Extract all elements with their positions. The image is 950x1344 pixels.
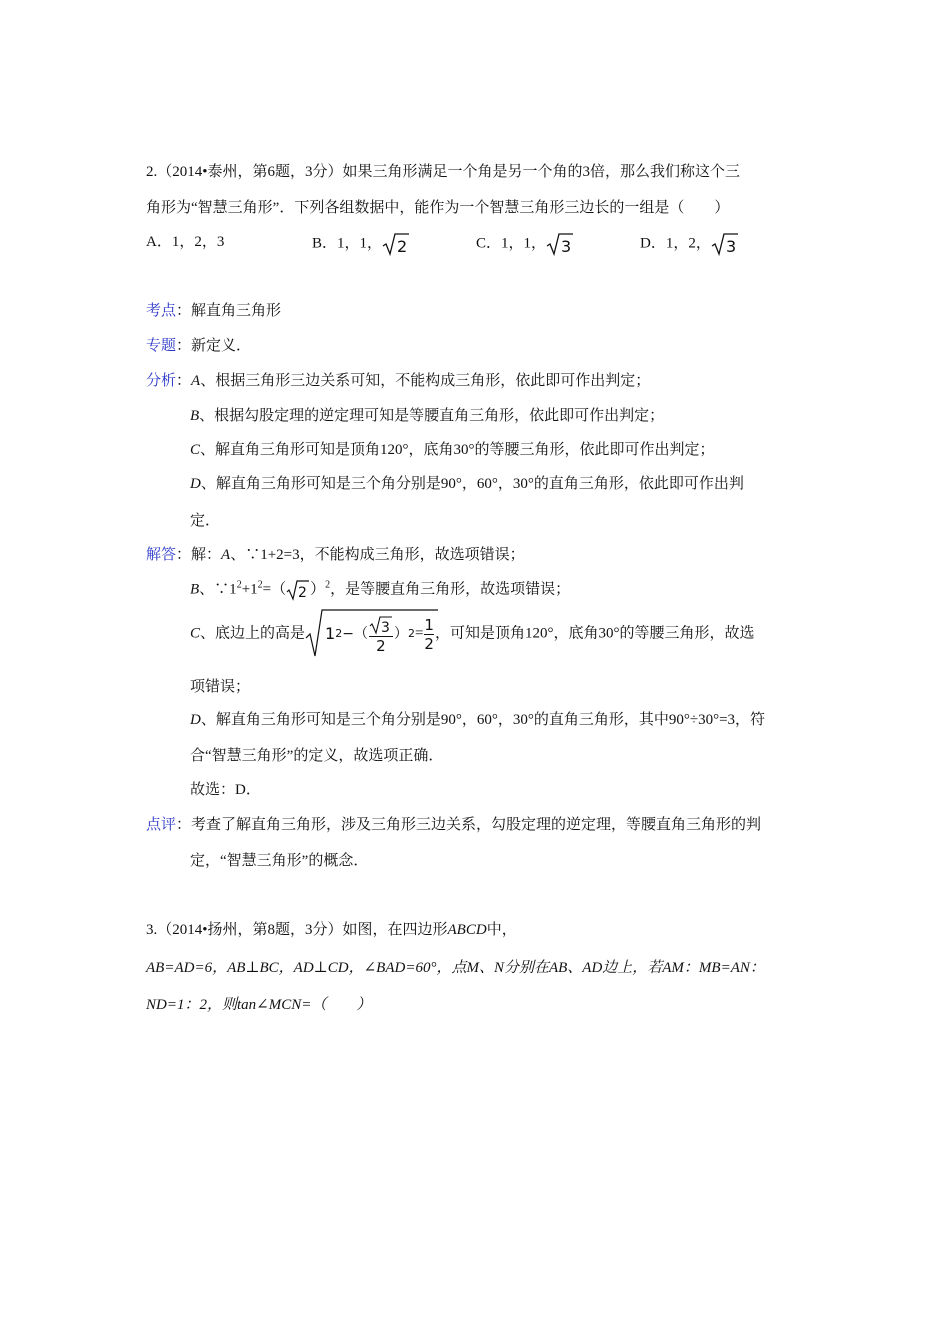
dianping-line2: 定，“智慧三角形”的概念． [190,853,369,869]
q2-stem-line2: 角形为“智慧三角形”．下列各组数据中，能作为一个智慧三角形三边长的一组是（ ） [146,200,730,216]
fenxi-line-a: 分析：A、根据三角形三边关系可知，不能构成三角形，依此即可作出判定； [146,373,651,389]
text: 、解直角三角形可知是三个角分别是90°，60°，30°的直角三角形，其中90°÷30°=3，符 [200,712,766,728]
fenxi-line-d2: 定． [190,513,221,529]
zhuanti-text: ：新定义． [176,338,252,354]
dianping-label: 点评 [146,817,177,833]
letter-d: D [190,712,201,728]
minus-paren: −（ [342,626,368,642]
q2-option-a: A．1，2，3 [146,234,225,250]
q2-option-c [476,232,574,256]
letter-b: B [190,581,200,598]
svg-text:2: 2 [298,585,308,601]
jieda-label: 解答 [146,547,177,563]
svg-text:2: 2 [397,237,408,256]
jieda-a-text: 、∵1+2=3，不能构成三角形，故选项错误； [230,547,525,563]
jieda-prefix: ：解： [176,547,222,563]
text: +1 [241,581,258,598]
text: ） [310,581,326,598]
svg-text:3: 3 [725,237,737,256]
letter-c: C [190,442,201,458]
sqrt-symbol [382,232,410,256]
one: 1 [325,624,336,643]
sqrt-symbol [711,232,739,256]
superscript: 2 [257,579,263,591]
text: 中， [486,922,517,938]
fenxi-label: 分析 [146,373,177,389]
option-c-text: C．1，1， [476,235,547,252]
dianping-line [146,815,761,835]
q2-option-b [312,232,410,256]
letter-d: D [190,476,201,492]
svg-text:3: 3 [561,237,572,256]
fenxi-line-b [190,406,664,426]
text: 3.（2014•扬州，第8题，3分）如图，在四边形 [146,922,448,938]
equals: = [414,625,424,642]
jieda-line-b [190,579,570,601]
letter-a: A [221,547,231,563]
letter-c: C [190,625,201,642]
q3-stem-line2: AB=AD=6，AB⊥BC，AD⊥CD，∠BAD=60°，点M、N分别在AB、AD边上，若AM：MB=AN： [146,960,765,976]
superscript: 2 [325,579,331,591]
jieda-line-d [190,710,765,730]
text: 、∵1 [199,581,237,598]
sqrt-symbol [546,232,574,256]
inner-fraction [369,615,393,654]
superscript: 2 [236,579,242,591]
option-d-text: D．1，2， [640,235,711,252]
kaodian-label: 考点 [146,303,177,319]
text: ，是等腰直角三角形，故选项错误； [330,581,571,598]
denominator: 2 [376,636,386,655]
option-b-text: B．1，1， [312,235,383,252]
fenxi-line-d [190,474,744,494]
letter-b: B [190,408,200,424]
jieda-line-c2: 项错误； [190,679,251,695]
sqrt-symbol [286,579,310,601]
q3-stem-line1 [146,920,517,940]
fraction-half: $\frac{1}{2}$ [424,615,434,653]
q3-stem-line3: ND=1：2，则tan∠MCN=（ ） [146,997,372,1013]
jieda-answer: 故选：D． [190,782,261,798]
text: ，可知是顶角120°，底角30°的等腰三角形，故选 [434,625,755,642]
fenxi-c-text: 、解直角三角形可知是顶角120°，底角30°的等腰三角形，依此即可作出判定； [200,442,715,458]
jieda-line-c [190,608,754,660]
fenxi-a-text: 、根据三角形三边关系可知，不能构成三角形，依此即可作出判定； [200,373,651,389]
q2-stem-line1: 2.（2014•泰州，第6题，3分）如果三角形满足一个角是另一个角的3倍，那么我们称这个三 [146,164,741,180]
q2-option-d [640,232,739,256]
text: 、底边上的高是 [200,625,306,642]
dianping-text: ：考查了解直角三角形，涉及三角形三边关系，勾股定理的逆定理，等腰直角三角形的判 [176,817,762,833]
jieda-line-d2: 合“智慧三角形”的定义，故选项正确． [190,748,444,764]
text: =（ [262,581,287,598]
fenxi-d-text: 、解直角三角形可知是三个角分别是90°，60°，30°的直角三角形，依此即可作出判 [200,476,744,492]
kaodian-text: ：解直角三角形 [176,303,282,319]
sqrt-expression: 1 2 −（ $\frac{3}{2}$ ） 2 [305,608,415,660]
fenxi-b-text: 、根据勾股定理的逆定理可知是等腰直角三角形，依此即可作出判定； [199,408,665,424]
fenxi-line-c [190,440,715,460]
letter-a: A [191,373,201,389]
quad-name: ABCD [447,922,487,938]
kaodian-line [146,301,281,321]
zhuanti-line [146,336,251,356]
svg-text:3: 3 [380,619,390,635]
close-paren: ） [393,626,408,642]
jieda-line-a [146,545,525,565]
zhuanti-label: 专题 [146,338,177,354]
